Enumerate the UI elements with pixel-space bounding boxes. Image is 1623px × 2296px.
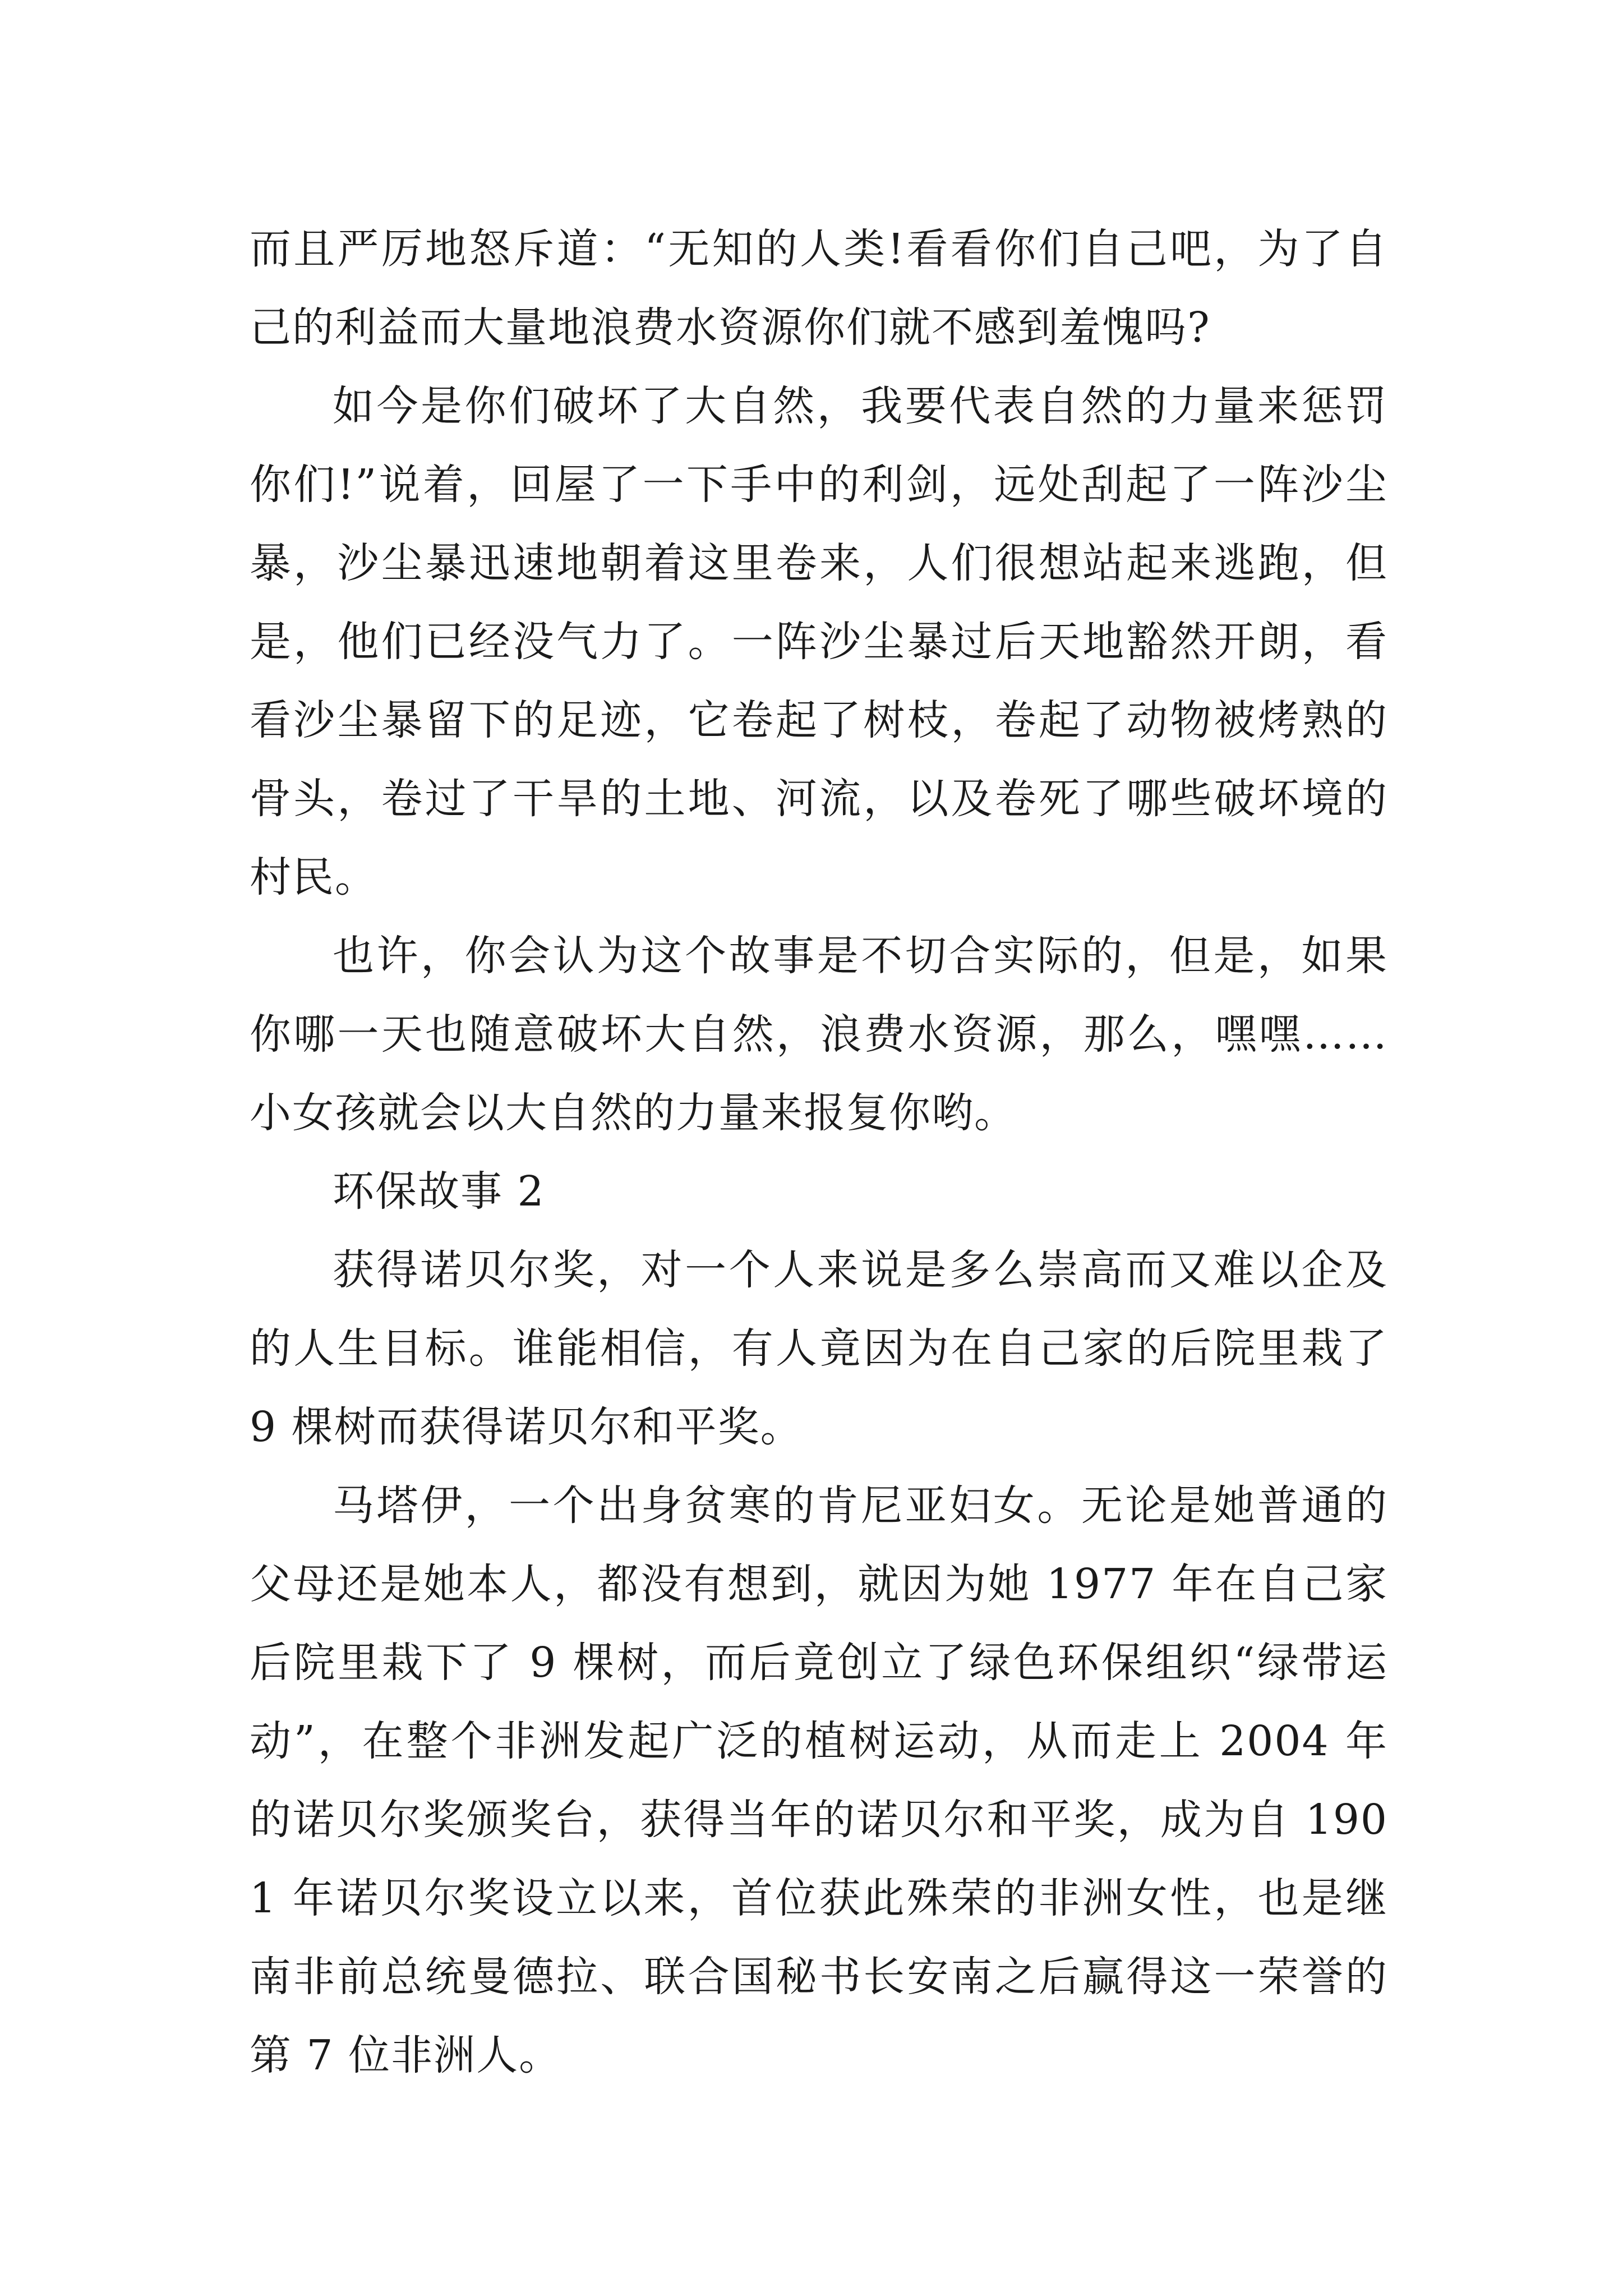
paragraph-5: 马塔伊，一个出身贫寒的肯尼亚妇女。无论是她普通的父母还是她本人，都没有想到，就因为她 1977 年在自己家后院里栽下了 9 棵树，而后竟创立了绿色环保组织“绿带运动”，在整个非洲发起广泛的植树运动，从而走上 2004 年的诺贝尔奖颁奖台，获得当年的诺贝尔和平奖，成为自 1901 年诺贝尔奖设立以来，首位获此殊荣的非洲女性，也是继南非前总统曼德拉、联合国秘书长安南之后赢得这一荣誉的第 7 位非洲人。 xyxy=(250,1481,1388,2079)
section-heading: 环保故事 2 xyxy=(333,1167,545,1216)
paragraph-4: 获得诺贝尔奖，对一个人来说是多么崇高而又难以企及的人生目标。谁能相信，有人竟因为在自己家的后院里栽了 9 棵树而获得诺贝尔和平奖。 xyxy=(250,1246,1388,1451)
document-body xyxy=(250,210,1388,2095)
paragraph-1: 而且严厉地怒斥道：“无知的人类!看看你们自己吧，为了自己的利益而大量地浪费水资源你们就不感到羞愧吗? xyxy=(250,225,1388,352)
paragraph-3: 也许，你会认为这个故事是不切合实际的，但是，如果你哪一天也随意破坏大自然，浪费水资源，那么，嘿嘿……小女孩就会以大自然的力量来报复你哟。 xyxy=(250,932,1388,1137)
paragraph-2: 如今是你们破坏了大自然，我要代表自然的力量来惩罚你们!”说着，回屋了一下手中的利剑，远处刮起了一阵沙尘暴，沙尘暴迅速地朝着这里卷来，人们很想站起来逃跑，但是，他们已经没气力了。一阵沙尘暴过后天地豁然开朗，看看沙尘暴留下的足迹，它卷起了树枝，卷起了动物被烤熟的骨头，卷过了干旱的土地、河流，以及卷死了哪些破坏境的村民。 xyxy=(250,382,1388,901)
